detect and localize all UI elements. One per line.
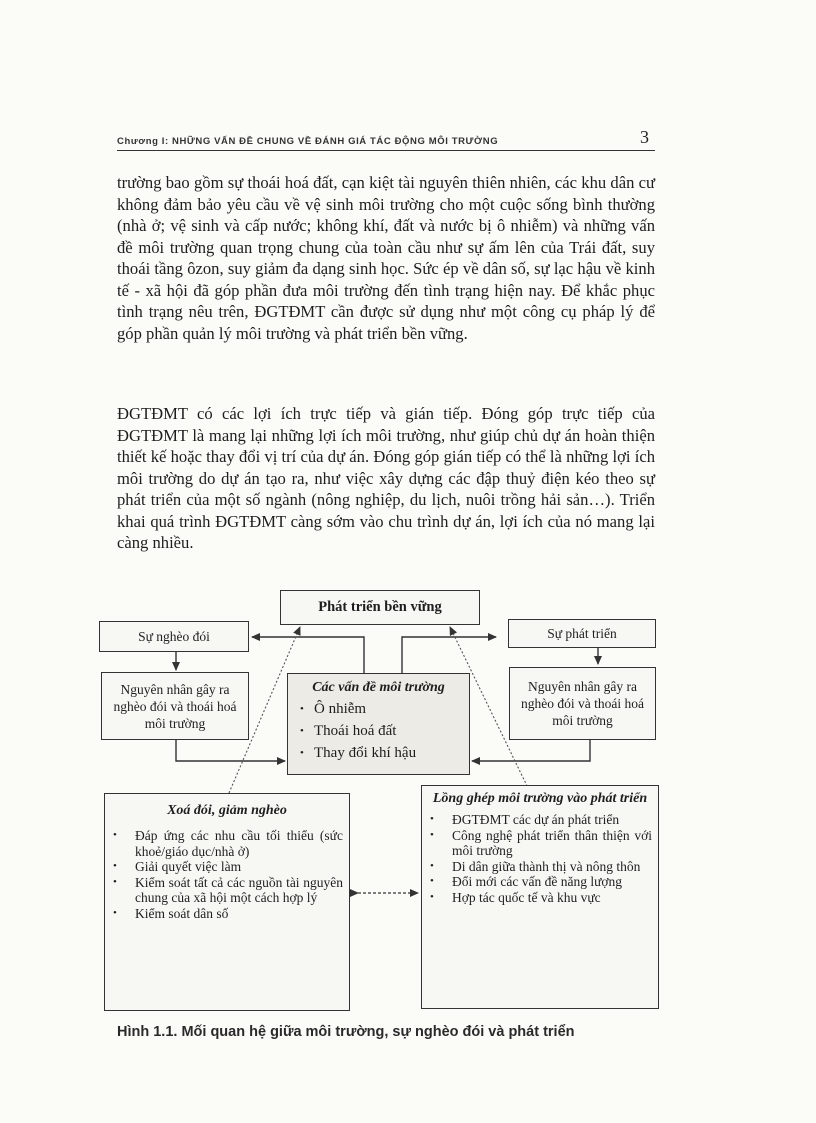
integration-box <box>421 785 659 1009</box>
integration-item: • ĐGTĐMT các dự án phát triển <box>428 812 652 828</box>
integration-item: • Di dân giữa thành thị và nông thôn <box>428 859 652 875</box>
integration-item: • Đổi mới các vấn đề năng lượng <box>428 874 652 890</box>
sustainable-development-box <box>280 590 480 625</box>
poverty-causes-label: Nguyên nhân gây ra nghèo đói và thoái hoá môi trường <box>113 681 237 731</box>
paragraph-1: trường bao gồm sự thoái hoá đất, cạn kiệt tài nguyên thiên nhiên, các khu dân cư không đảm bảo yêu cầu về vệ sinh môi trường cho một cuộc sống bình thường (nhà ở; vệ sinh và cấp nước; không khí, đất và nước bị ô nhiễm) và những vấn đề môi trường quan trọng chung của toàn cầu như sự ấm lên của Trái đất, suy thoái tầng ôzon, suy giảm đa dạng sinh học. Sức ép về dân số, sự lạc hậu về kinh tế - xã hội đã góp phần đưa môi trường đến tình trạng hiện nay. Để khắc phục tình trạng nêu trên, ĐGTĐMT cần được sử dụng như một công cụ pháp lý để góp phần quản lý môi trường và phát triển bền vững. <box>117 173 655 343</box>
environmental-issue-item: • Thay đổi khí hậu <box>300 742 469 764</box>
sustainable-development-label: Phát triển bền vững <box>318 599 442 615</box>
integration-item: • Hợp tác quốc tế và khu vực <box>428 890 652 906</box>
integration-item: • Công nghệ phát triển thân thiện với môi trường <box>428 828 652 859</box>
poverty-causes-box <box>101 672 249 740</box>
poverty-reduction-item: • Giải quyết việc làm <box>111 859 343 875</box>
environmental-issue-item: • Ô nhiễm <box>300 698 469 720</box>
poverty-reduction-box <box>104 793 350 1011</box>
development-causes-box <box>509 667 656 740</box>
chapter-title: Chương I: NHỮNG VẤN ĐỀ CHUNG VỀ ĐÁNH GIÁ TÁC ĐỘNG MÔI TRƯỜNG <box>117 136 499 147</box>
poverty-label: Sự nghèo đói <box>138 629 210 644</box>
poverty-reduction-title: Xoá đói, giảm nghèo <box>167 803 287 818</box>
environmental-issue-item: • Thoái hoá đất <box>300 720 469 742</box>
figure-caption: Hình 1.1. Mối quan hệ giữa môi trường, sự nghèo đói và phát triển <box>117 1024 575 1040</box>
poverty-reduction-item: • Kiểm soát dân số <box>111 906 343 922</box>
environmental-issues-title: Các vấn đề môi trường <box>312 680 445 695</box>
integration-title: Lồng ghép môi trường vào phát triển <box>432 791 648 806</box>
poverty-reduction-item: • Kiểm soát tất cả các nguồn tài nguyên chung của xã hội một cách hợp lý <box>111 875 343 906</box>
development-causes-label: Nguyên nhân gây ra nghèo đói và thoái hoá môi trường <box>521 679 644 728</box>
page-number: 3 <box>640 127 649 147</box>
poverty-box <box>99 621 249 652</box>
development-label: Sự phát triển <box>547 626 617 641</box>
environmental-issues-box <box>287 673 470 775</box>
development-box <box>508 619 656 648</box>
paragraph-2: ĐGTĐMT có các lợi ích trực tiếp và gián tiếp. Đóng góp trực tiếp của ĐGTĐMT là mang lại những lợi ích môi trường, như giúp chủ dự án hoàn thiện thiết kế hoặc thay đổi vị trí của dự án. Đóng góp gián tiếp có thể là những lợi ích môi trường do dự án tạo ra, như việc xây dựng các đập thuỷ điện kéo theo sự phát triển của một số ngành (nông nghiệp, du lịch, nuôi trồng hải sản…). Triển khai quá trình ĐGTĐMT càng sớm vào chu trình dự án, lợi ích của nó mang lại càng nhiều. <box>117 404 655 552</box>
poverty-reduction-item: • Đáp ứng các nhu cầu tối thiểu (sức khoẻ/giáo dục/nhà ở) <box>111 828 343 859</box>
